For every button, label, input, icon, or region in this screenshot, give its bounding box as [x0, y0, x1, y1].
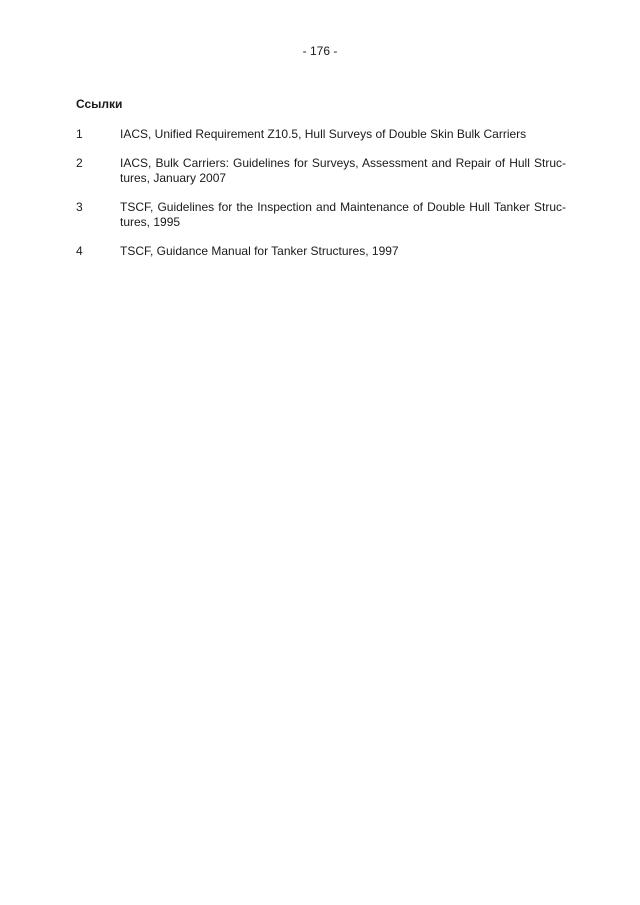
- reference-item: [76, 244, 566, 259]
- reference-item: [76, 156, 566, 186]
- reference-number: 1: [76, 127, 83, 141]
- reference-number: 4: [76, 244, 83, 258]
- section-heading: Ссылки: [76, 97, 123, 111]
- reference-number: 2: [76, 156, 83, 170]
- reference-text: TSCF, Guidance Manual for Tanker Structures, 1997: [120, 244, 399, 258]
- reference-list: [76, 127, 566, 273]
- reference-text: IACS, Bulk Carriers: Guidelines for Surveys, Assessment and Repair of Hull Struc-tures, January 2007: [120, 156, 566, 185]
- page-number: - 176 -: [302, 44, 338, 58]
- reference-item: [76, 200, 566, 230]
- reference-text: TSCF, Guidelines for the Inspection and Maintenance of Double Hull Tanker Struc-tures, 1995: [120, 200, 566, 229]
- reference-number: 3: [76, 200, 83, 214]
- reference-text: IACS, Unified Requirement Z10.5, Hull Surveys of Double Skin Bulk Carriers: [120, 127, 527, 141]
- reference-item: [76, 127, 566, 142]
